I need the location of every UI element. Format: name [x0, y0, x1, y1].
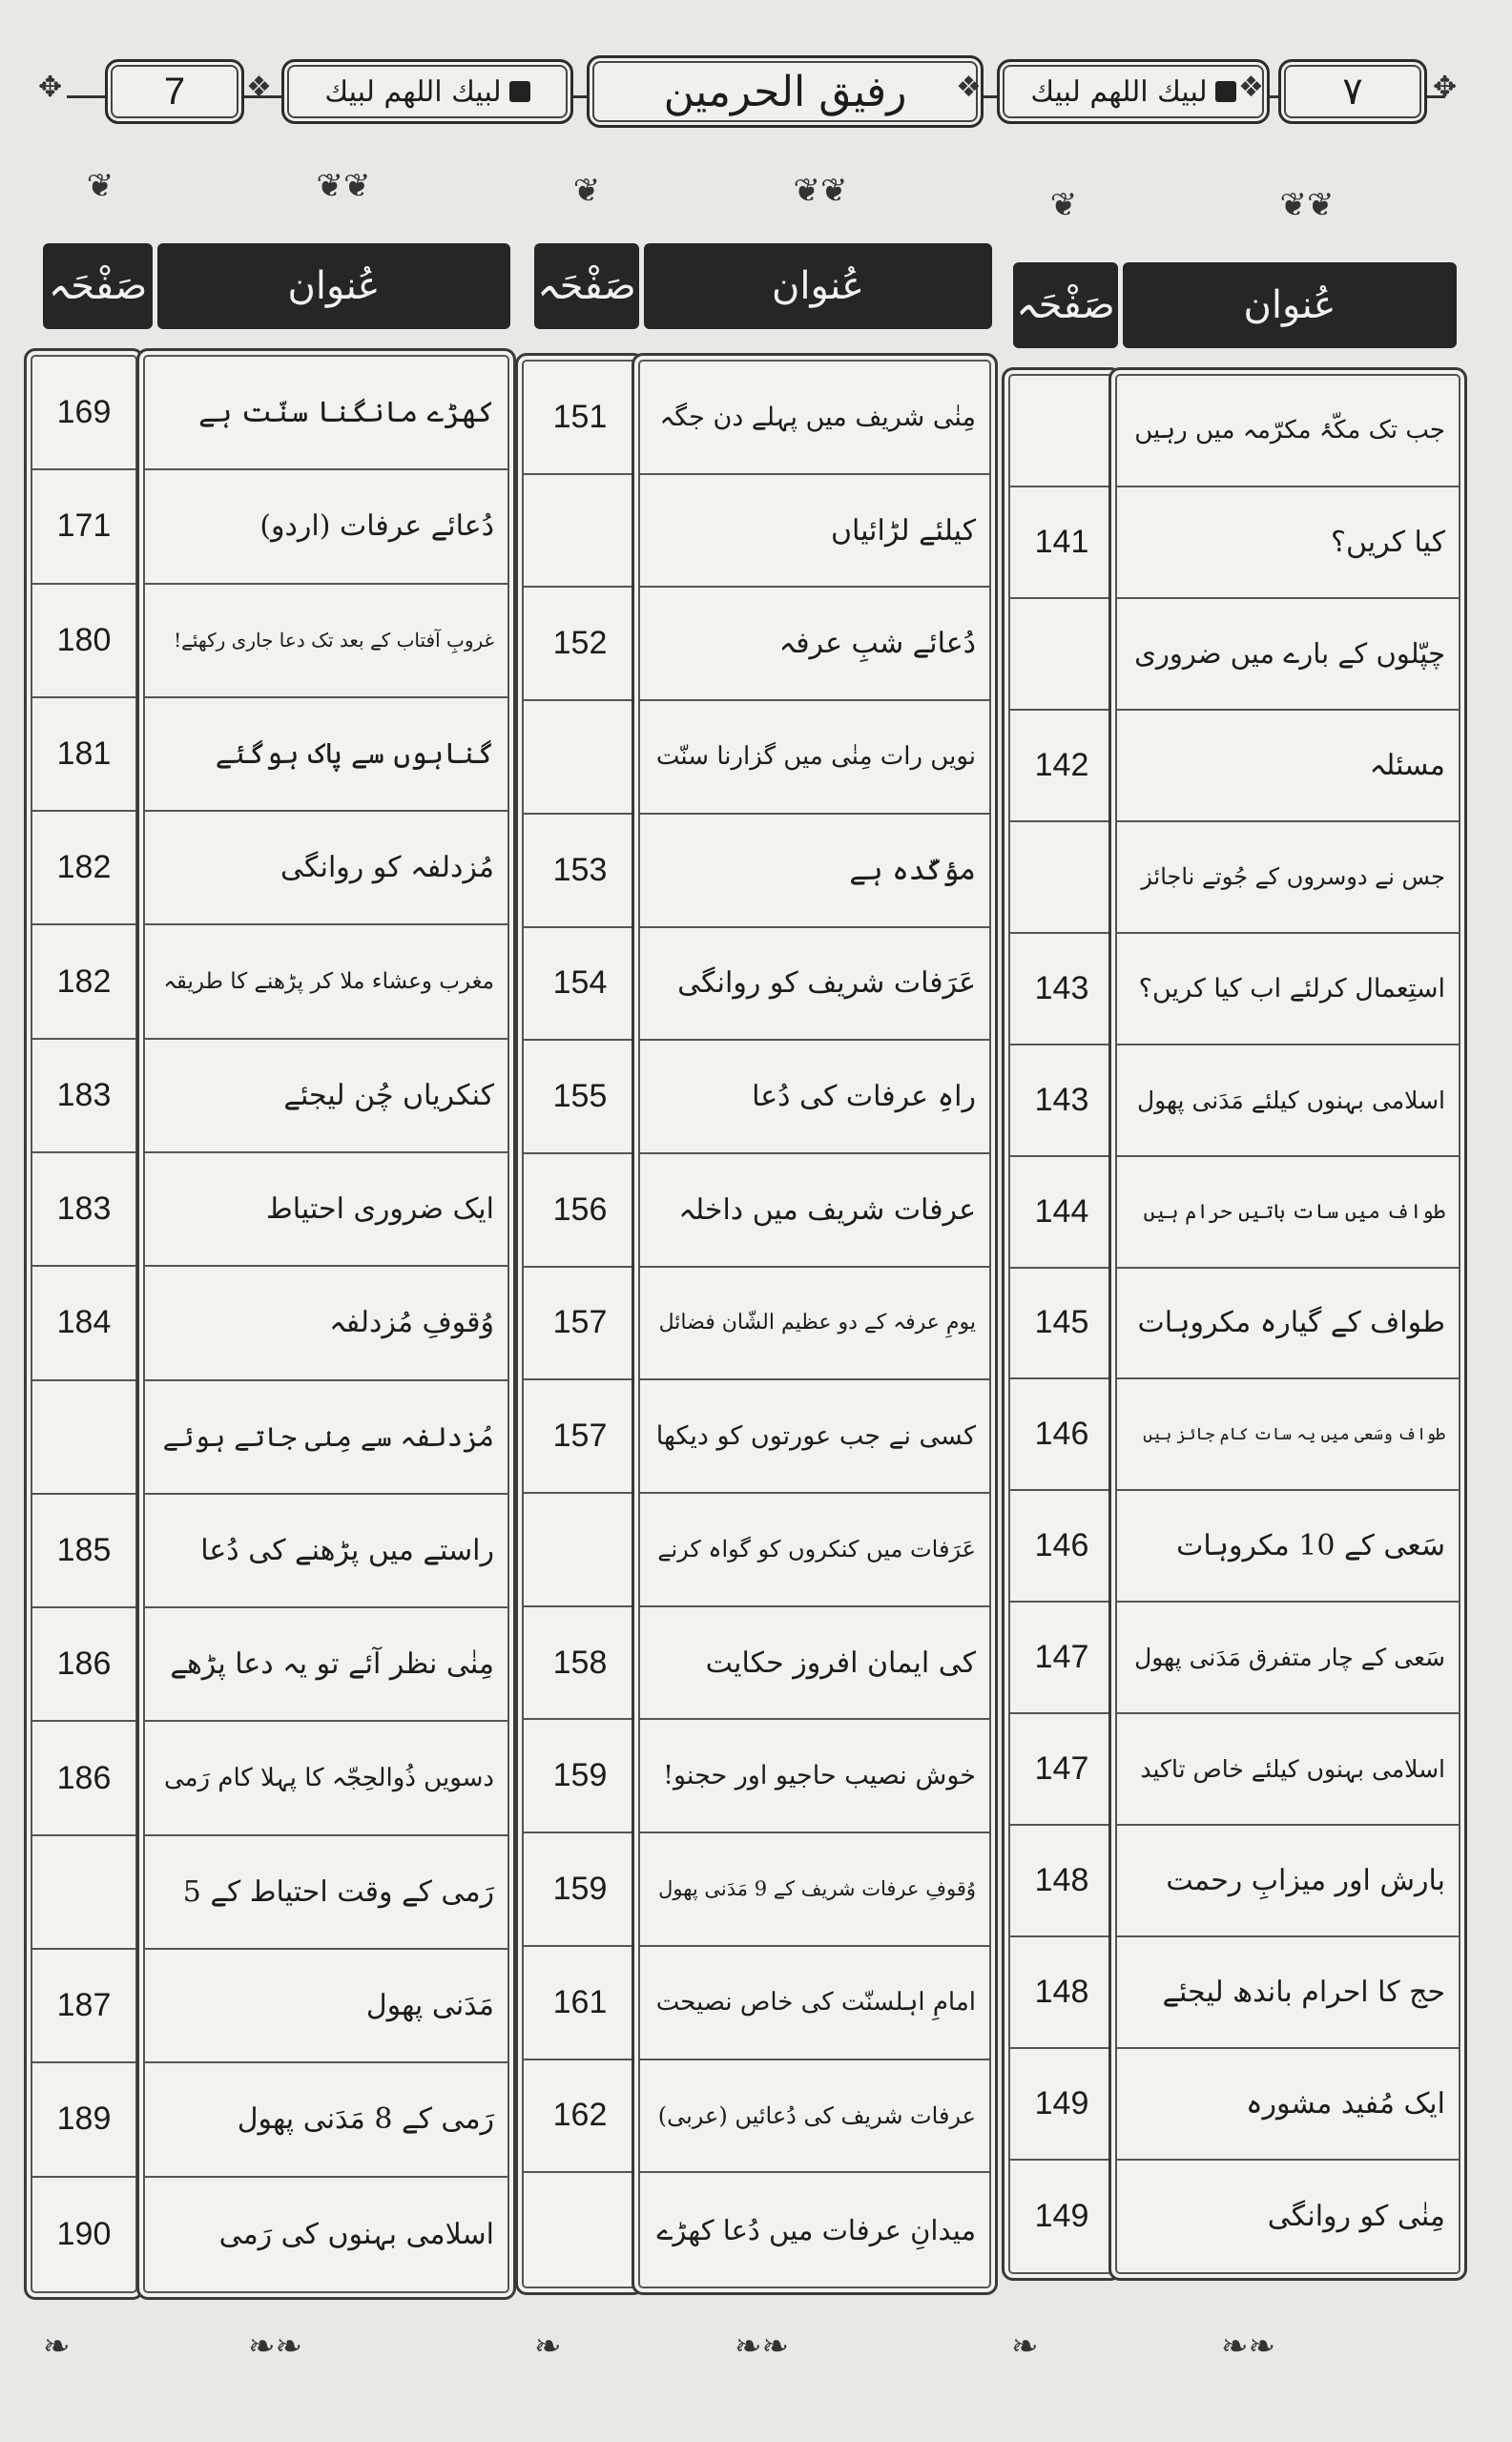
- toc-entry-title: نویں رات مِنٰی میں گزارنا سنّت: [640, 701, 989, 815]
- title-heading: عُنوان: [157, 243, 510, 329]
- toc-entry-page: 182: [32, 812, 135, 925]
- toc-entry-page: 186: [32, 1722, 135, 1835]
- toc-entry-page: 146: [1010, 1379, 1113, 1491]
- toc-entry-page: 189: [32, 2063, 135, 2177]
- ornament-icon: ❧: [534, 2328, 562, 2366]
- toc-entry-title: دُعائے عرفات (اردو): [145, 470, 507, 584]
- toc-entry-page: 142: [1010, 711, 1113, 822]
- toc-entry-title: اسلامی بہنوں کیلئے خاص تاکید: [1117, 1714, 1459, 1826]
- toc-entry-page: 183: [32, 1040, 135, 1153]
- header-label-right: [997, 59, 1270, 124]
- toc-entry-page: 181: [32, 698, 135, 812]
- toc-entry-title: دسویں ذُوالحِجّہ کا پہلا کام رَمی: [145, 1722, 507, 1835]
- toc-entry-title: مؤکّدہ ہے: [640, 815, 989, 928]
- ornament-icon: ❖: [246, 71, 272, 104]
- toc-entry-page: 169: [32, 357, 135, 470]
- toc-entry-page: 184: [32, 1267, 135, 1380]
- toc-entry-page: 190: [56, 2215, 112, 2252]
- toc-entry-title: وُقوفِ عرفات شریف کے 9 مَدَنی پھول: [640, 1833, 989, 1947]
- toc-entry-title: جس نے دوسروں کے جُوتے ناجائز: [1117, 822, 1459, 934]
- ornament-icon: ❧: [1011, 2328, 1039, 2366]
- toc-entry-title: مُزدلفہ کو روانگی: [145, 812, 507, 925]
- ornament-icon: ✥: [1433, 71, 1458, 104]
- toc-entry-page: 147: [1010, 1714, 1113, 1826]
- title-box: [136, 348, 516, 2300]
- page-number-right: ۷: [1278, 59, 1427, 124]
- toc-entry-title: وُقوفِ مُزدلفہ: [145, 1267, 507, 1380]
- toc-entry-page: 180: [32, 585, 135, 698]
- toc-entry-title: مَدَنی پھول: [145, 1950, 507, 2063]
- toc-entry-title: ایک مُفید مشورہ: [1117, 2049, 1459, 2161]
- page-number-box: [515, 353, 645, 2295]
- toc-entry-page: 144: [1010, 1157, 1113, 1269]
- ornament-icon: ❧: [43, 2328, 71, 2366]
- toc-entry-title: مُزدلفہ سے مِنٰی جاتے ہوئے: [145, 1381, 507, 1495]
- page-header: [38, 50, 1474, 145]
- toc-entry-page: 148: [1010, 1826, 1113, 1937]
- title-box: [1108, 367, 1467, 2281]
- toc-entry-title: امامِ اہلسنّت کی خاص نصیحت: [640, 1947, 989, 2060]
- toc-entry-page: 141: [1010, 487, 1113, 599]
- toc-entry-title: رَمی کے وقت احتیاط کے 5: [145, 1836, 507, 1950]
- toc-entry-title: ایک ضروری احتیاط: [145, 1153, 507, 1267]
- book-title: رفیق الحرمین: [587, 55, 984, 128]
- ornament-icon: ❦❦: [316, 167, 371, 205]
- toc-entry-title: حج کا احرام باندھ لیجئے: [1117, 1937, 1459, 2049]
- toc-entry-title: عرفات شریف میں داخلہ: [640, 1154, 989, 1268]
- toc-entry-title: عَرَفات میں کنکروں کو گواہ کرنے: [640, 1494, 989, 1607]
- toc-entry-title: غروبِ آفتاب کے بعد تک دعا جاری رکھئے!: [145, 585, 507, 698]
- toc-entry-title: کیا کریں؟: [1117, 487, 1459, 599]
- toc-entry-page: 186: [32, 1608, 135, 1722]
- toc-entry-title: بارش اور میزابِ رحمت: [1117, 1826, 1459, 1937]
- ornament-icon: ❖: [1238, 71, 1264, 104]
- page-number-left: 7: [105, 59, 244, 124]
- toc-entry-title: یومِ عرفہ کے دو عظیم الشّان فضائل: [640, 1268, 989, 1381]
- header-label-left-text: لبیك اللھم لبیك: [324, 74, 502, 109]
- toc-entry-title: طواف کے گیارہ مکروہات: [1117, 1269, 1459, 1380]
- title-heading: عُنوان: [644, 243, 992, 329]
- toc-entry-title: کیلئے لڑائیاں: [640, 475, 989, 589]
- toc-entry-title: اسلامی بہنوں کی رَمی: [218, 2217, 494, 2251]
- toc-entry-page: 159: [524, 1720, 636, 1833]
- page-heading: صَفْحَہ: [1013, 262, 1118, 348]
- title-box: [632, 353, 998, 2295]
- toc-entry-page: 146: [1010, 1491, 1113, 1603]
- ornament-icon: ❖: [956, 71, 982, 104]
- toc-entry-page: 143: [1010, 934, 1113, 1045]
- ornament-icon: ❧❧: [735, 2328, 789, 2366]
- title-heading: عُنوان: [1123, 262, 1457, 348]
- toc-entry-title: راستے میں پڑھنے کی دُعا: [145, 1495, 507, 1608]
- toc-entry-title: میدانِ عرفات میں دُعا کھڑے: [656, 2213, 976, 2246]
- toc-entry-title: چپّلوں کے بارے میں ضروری: [1117, 599, 1459, 711]
- ornament-icon: ❦❦: [1279, 186, 1335, 224]
- toc-entry-page: 147: [1010, 1603, 1113, 1714]
- toc-entry-title: رَمی کے 8 مَدَنی پھول: [145, 2063, 507, 2177]
- header-label-right-text: لبیك اللھم لبیك: [1030, 74, 1208, 109]
- toc-entry-page: [1010, 599, 1113, 711]
- toc-entry-page: 171: [32, 470, 135, 584]
- toc-entry-page: 155: [524, 1041, 636, 1154]
- toc-entry-page: [32, 1836, 135, 1950]
- toc-entry-page: [524, 475, 636, 589]
- header-label-left: [281, 59, 573, 124]
- ornament-icon: ❧❧: [1221, 2328, 1275, 2366]
- page-heading: صَفْحَہ: [534, 243, 639, 329]
- ornament-icon: ❦❦: [793, 172, 848, 210]
- toc-entry-title: مسئلہ: [1117, 711, 1459, 822]
- toc-entry-page: 182: [32, 925, 135, 1039]
- toc-entry-page: [1010, 822, 1113, 934]
- toc-entry-title: مِنٰی کو روانگی: [1267, 2199, 1445, 2233]
- toc-entry-page: 187: [32, 1950, 135, 2063]
- ornament-icon: ❦: [572, 172, 601, 210]
- toc-entry-page: 156: [524, 1154, 636, 1268]
- toc-entry-page: 148: [1010, 1937, 1113, 2049]
- toc-entry-page: 158: [524, 1607, 636, 1721]
- page-number-box: [1002, 367, 1122, 2281]
- toc-entry-page: 151: [524, 362, 636, 475]
- toc-entry-title: اسلامی بہنوں کیلئے مَدَنی پھول: [1117, 1045, 1459, 1157]
- toc-entry-page: 157: [524, 1380, 636, 1494]
- toc-entry-page: 157: [524, 1268, 636, 1381]
- toc-entry-title: جب تک مکّۂ مکرّمہ میں رہیں: [1117, 376, 1459, 487]
- page-number-box: [24, 348, 144, 2300]
- toc-entry-title: طواف وسَعی میں یہ سات کام جائز ہیں: [1117, 1379, 1459, 1491]
- toc-entry-title: دُعائے شبِ عرفہ: [640, 588, 989, 701]
- toc-entry-page: [1010, 376, 1113, 487]
- ornament-icon: ❦: [1049, 186, 1078, 224]
- toc-entry-title: کی ایمان افروز حکایت: [640, 1607, 989, 1721]
- toc-entry-page: [32, 1381, 135, 1495]
- toc-entry-page: 183: [32, 1153, 135, 1267]
- toc-entry-title: راہِ عرفات کی دُعا: [640, 1041, 989, 1154]
- toc-entry-title: مِنٰی نظر آئے تو یہ دعا پڑھے: [145, 1608, 507, 1722]
- ornament-icon: ❧❧: [248, 2328, 302, 2366]
- toc-entry-page: 154: [524, 928, 636, 1042]
- toc-entry-title: طواف میں سات باتیں حرام ہیں: [1117, 1157, 1459, 1269]
- toc-entry-page: 149: [1010, 2049, 1113, 2161]
- toc-entry-page: [524, 1494, 636, 1607]
- ornament-icon: ❦: [86, 167, 114, 205]
- toc-entry-title: سَعی کے 10 مکروہات: [1117, 1491, 1459, 1603]
- toc-entry-page: [524, 2173, 636, 2287]
- toc-entry-page: 152: [524, 588, 636, 701]
- toc-entry-title: کھڑے مانگنا سنّت ہے: [145, 357, 507, 470]
- toc-entry-page: 145: [1010, 1269, 1113, 1380]
- kaaba-icon: [509, 81, 530, 102]
- page-heading: صَفْحَہ: [43, 243, 153, 329]
- toc-entry-page: 185: [32, 1495, 135, 1608]
- toc-entry-page: 143: [1010, 1045, 1113, 1157]
- toc-entry-title: خوش نصیب حاجیو اور حجنو!: [640, 1720, 989, 1833]
- toc-entry-title: کسی نے جب عورتوں کو دیکھا: [640, 1380, 989, 1494]
- toc-entry-page: 153: [524, 815, 636, 928]
- toc-entry-page: 149: [1034, 2197, 1089, 2234]
- toc-entry-title: مغرب وعشاء ملا کر پڑھنے کا طریقہ: [145, 925, 507, 1039]
- toc-entry-title: سَعی کے چار متفرق مَدَنی پھول: [1117, 1603, 1459, 1714]
- kaaba-icon: [1215, 81, 1236, 102]
- toc-entry-title: عَرَفات شریف کو روانگی: [640, 928, 989, 1042]
- toc-entry-title: عرفات شریف کی دُعائیں (عربی): [640, 2060, 989, 2174]
- ornament-icon: ✥: [38, 71, 63, 104]
- toc-entry-title: استِعمال کرلئے اب کیا کریں؟: [1117, 934, 1459, 1045]
- toc-entry-page: 162: [524, 2060, 636, 2174]
- toc-entry-page: 161: [524, 1947, 636, 2060]
- toc-entry-title: مِنٰی شریف میں پہلے دن جگہ: [640, 362, 989, 475]
- toc-entry-title: گناہوں سے پاک ہوگئے: [145, 698, 507, 812]
- toc-entry-page: 159: [524, 1833, 636, 1947]
- toc-entry-title: کنکریاں چُن لیجئے: [145, 1040, 507, 1153]
- toc-entry-page: [524, 701, 636, 815]
